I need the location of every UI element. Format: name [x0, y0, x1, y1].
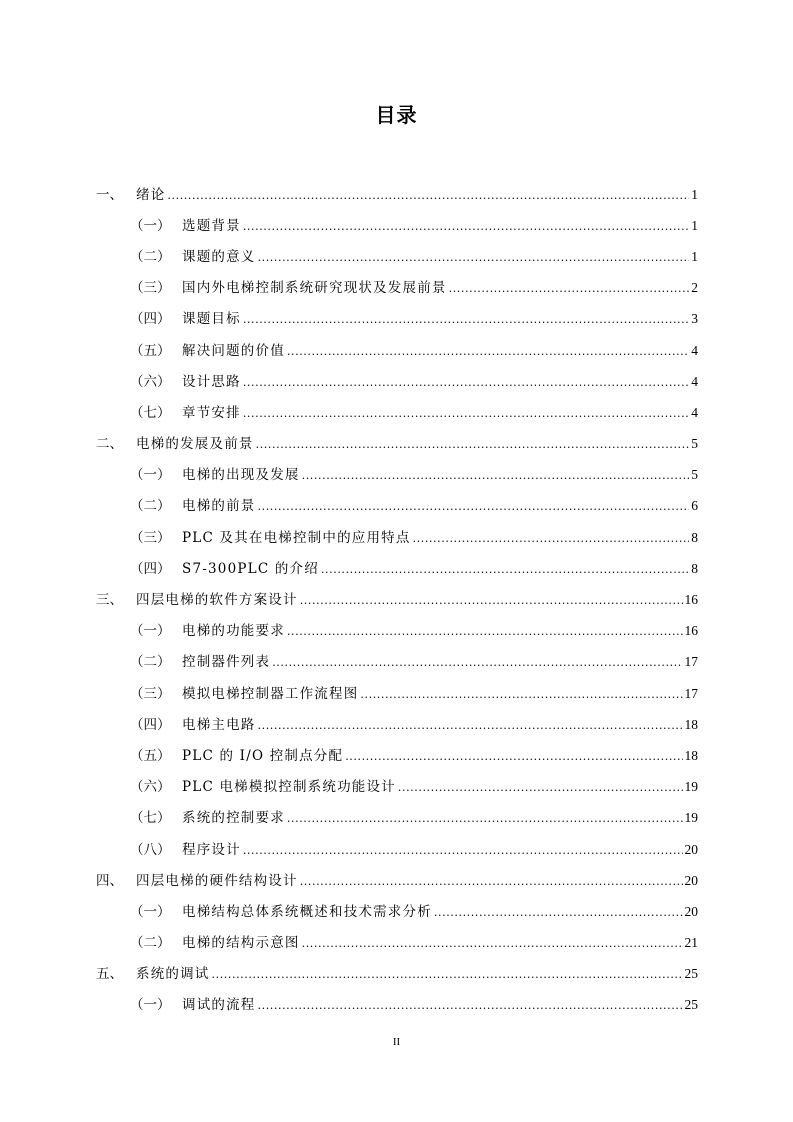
toc-entry-page: 18 [684, 747, 698, 763]
toc-chapter-entry[interactable] [96, 959, 698, 990]
toc-dot-leader [321, 560, 689, 578]
toc-dot-leader [258, 248, 690, 266]
toc-dot-leader [434, 903, 683, 921]
toc-entry-page: 19 [684, 810, 698, 826]
toc-section-entry[interactable] [96, 803, 698, 834]
toc-entry-page: 17 [684, 685, 698, 701]
toc-entry-number: （六） [130, 779, 171, 796]
toc-entry-number: （六） [130, 373, 171, 390]
toc-entry-number: （四） [130, 311, 171, 328]
toc-dot-leader [256, 435, 690, 453]
toc-section-entry[interactable] [96, 366, 698, 397]
toc-entry-title: 电梯的功能要求 [182, 623, 285, 640]
toc-entry-page: 5 [691, 467, 698, 483]
toc-entry-number: （一） [130, 217, 171, 234]
toc-entry-page: 16 [684, 592, 698, 608]
toc-entry-page: 5 [691, 436, 698, 452]
toc-dot-leader [243, 373, 689, 391]
toc-section-entry[interactable] [96, 772, 698, 803]
toc-entry-number: 二、 [96, 436, 123, 453]
toc-dot-leader [302, 934, 683, 952]
toc-chapter-entry[interactable] [96, 865, 698, 896]
toc-entry-page: 8 [691, 560, 698, 576]
toc-entry-number: （五） [130, 342, 171, 359]
toc-entry-page: 17 [684, 654, 698, 670]
toc-entry-number: （一） [130, 467, 171, 484]
table-of-contents [96, 179, 698, 1021]
toc-entry-title: 四层电梯的硬件结构设计 [136, 872, 298, 889]
toc-section-entry[interactable] [96, 522, 698, 553]
toc-entry-title: 课题的意义 [182, 248, 256, 265]
toc-section-entry[interactable] [96, 709, 698, 740]
toc-section-entry[interactable] [96, 553, 698, 584]
toc-section-entry[interactable] [96, 273, 698, 304]
toc-dot-leader [300, 591, 683, 609]
toc-entry-title: PLC 的 I/O 控制点分配 [182, 747, 344, 764]
toc-section-entry[interactable] [96, 990, 698, 1021]
toc-section-entry[interactable] [96, 616, 698, 647]
toc-entry-number: 四、 [96, 872, 123, 889]
toc-entry-page: 20 [684, 872, 698, 888]
toc-section-entry[interactable] [96, 740, 698, 771]
toc-entry-title: 解决问题的价值 [182, 342, 285, 359]
toc-entry-page: 25 [684, 966, 698, 982]
toc-entry-number: （一） [130, 623, 171, 640]
toc-dot-leader [302, 466, 690, 484]
toc-entry-number: （三） [130, 280, 171, 297]
toc-entry-number: （二） [130, 248, 171, 265]
toc-section-entry[interactable] [96, 647, 698, 678]
toc-entry-number: （三） [130, 685, 171, 702]
toc-entry-number: （一） [130, 903, 171, 920]
toc-dot-leader [243, 217, 689, 235]
toc-entry-number: （五） [130, 747, 171, 764]
toc-entry-page: 4 [691, 342, 698, 358]
toc-section-entry[interactable] [96, 678, 698, 709]
toc-entry-number: 三、 [96, 592, 123, 609]
toc-entry-title: 国内外电梯控制系统研究现状及发展前景 [182, 280, 447, 297]
toc-dot-leader [398, 778, 683, 796]
toc-entry-title: 电梯的结构示意图 [182, 935, 300, 952]
toc-entry-number: （四） [130, 716, 171, 733]
toc-entry-page: 2 [691, 280, 698, 296]
toc-entry-title: 调试的流程 [182, 997, 256, 1014]
toc-entry-title: 系统的控制要求 [182, 810, 285, 827]
toc-dot-leader [258, 716, 683, 734]
toc-section-entry[interactable] [96, 834, 698, 865]
toc-entry-number: （八） [130, 841, 171, 858]
toc-entry-title: 控制器件列表 [182, 654, 271, 671]
toc-entry-page: 20 [684, 903, 698, 919]
toc-entry-page: 20 [684, 841, 698, 857]
toc-entry-title: 系统的调试 [136, 966, 210, 983]
toc-entry-page: 1 [691, 217, 698, 233]
toc-section-entry[interactable] [96, 928, 698, 959]
toc-entry-title: S7-300PLC 的介绍 [182, 560, 319, 577]
toc-entry-number: （七） [130, 810, 171, 827]
toc-dot-leader [243, 310, 689, 328]
toc-entry-title: 设计思路 [182, 373, 241, 390]
toc-entry-page: 3 [691, 311, 698, 327]
toc-dot-leader [243, 404, 689, 422]
toc-entry-title: 电梯的前景 [182, 498, 256, 515]
toc-dot-leader [449, 279, 690, 297]
toc-entry-page: 6 [691, 498, 698, 514]
toc-entry-number: （四） [130, 560, 171, 577]
toc-dot-leader [212, 965, 683, 983]
toc-dot-leader [287, 809, 683, 827]
toc-entry-title: 课题目标 [182, 311, 241, 328]
toc-section-entry[interactable] [96, 304, 698, 335]
toc-entry-page: 18 [684, 716, 698, 732]
toc-dot-leader [258, 996, 683, 1014]
toc-entry-page: 8 [691, 529, 698, 545]
toc-entry-page: 19 [684, 779, 698, 795]
page-number: II [392, 1036, 401, 1048]
toc-section-entry[interactable] [96, 241, 698, 272]
toc-entry-number: （二） [130, 498, 171, 515]
toc-entry-number: 一、 [96, 186, 123, 203]
toc-dot-leader [300, 872, 683, 890]
page-title: 目录 [375, 103, 418, 127]
toc-entry-title: 模拟电梯控制器工作流程图 [182, 685, 359, 702]
toc-dot-leader [272, 653, 682, 671]
toc-section-entry[interactable] [96, 896, 698, 927]
toc-entry-page: 25 [684, 997, 698, 1013]
toc-section-entry[interactable] [96, 460, 698, 491]
toc-entry-page: 1 [691, 186, 698, 202]
toc-entry-title: PLC 电梯模拟控制系统功能设计 [182, 779, 396, 796]
toc-entry-number: （七） [130, 404, 171, 421]
toc-chapter-entry[interactable] [96, 179, 698, 210]
toc-entry-page: 1 [691, 248, 698, 264]
toc-dot-leader [360, 685, 682, 703]
toc-entry-number: 五、 [96, 966, 123, 983]
toc-entry-title: 选题背景 [182, 217, 241, 234]
toc-entry-number: （三） [130, 529, 171, 546]
toc-dot-leader [258, 497, 690, 515]
toc-entry-title: PLC 及其在电梯控制中的应用特点 [182, 529, 411, 546]
toc-entry-title: 电梯的出现及发展 [182, 467, 300, 484]
toc-entry-page: 16 [684, 623, 698, 639]
toc-entry-title: 程序设计 [182, 841, 241, 858]
toc-entry-page: 21 [684, 935, 698, 951]
toc-entry-page: 4 [691, 373, 698, 389]
toc-section-entry[interactable] [96, 397, 698, 428]
toc-dot-leader [287, 622, 683, 640]
toc-entry-number: （二） [130, 935, 171, 952]
toc-dot-leader [243, 841, 683, 859]
toc-dot-leader [287, 342, 689, 360]
toc-chapter-entry[interactable] [96, 429, 698, 460]
toc-entry-title: 电梯的发展及前景 [136, 436, 254, 453]
toc-dot-leader [167, 186, 689, 204]
toc-entry-number: （一） [130, 997, 171, 1014]
toc-entry-title: 电梯结构总体系统概述和技术需求分析 [182, 903, 432, 920]
toc-section-entry[interactable] [96, 491, 698, 522]
toc-dot-leader [413, 529, 690, 547]
toc-dot-leader [345, 747, 682, 765]
toc-entry-title: 电梯主电路 [182, 716, 256, 733]
toc-entry-title: 章节安排 [182, 404, 241, 421]
toc-section-entry[interactable] [96, 210, 698, 241]
toc-entry-page: 4 [691, 404, 698, 420]
toc-entry-title: 四层电梯的软件方案设计 [136, 592, 298, 609]
toc-entry-title: 绪论 [136, 186, 166, 203]
toc-section-entry[interactable] [96, 335, 698, 366]
toc-entry-number: （二） [130, 654, 171, 671]
toc-chapter-entry[interactable] [96, 584, 698, 615]
